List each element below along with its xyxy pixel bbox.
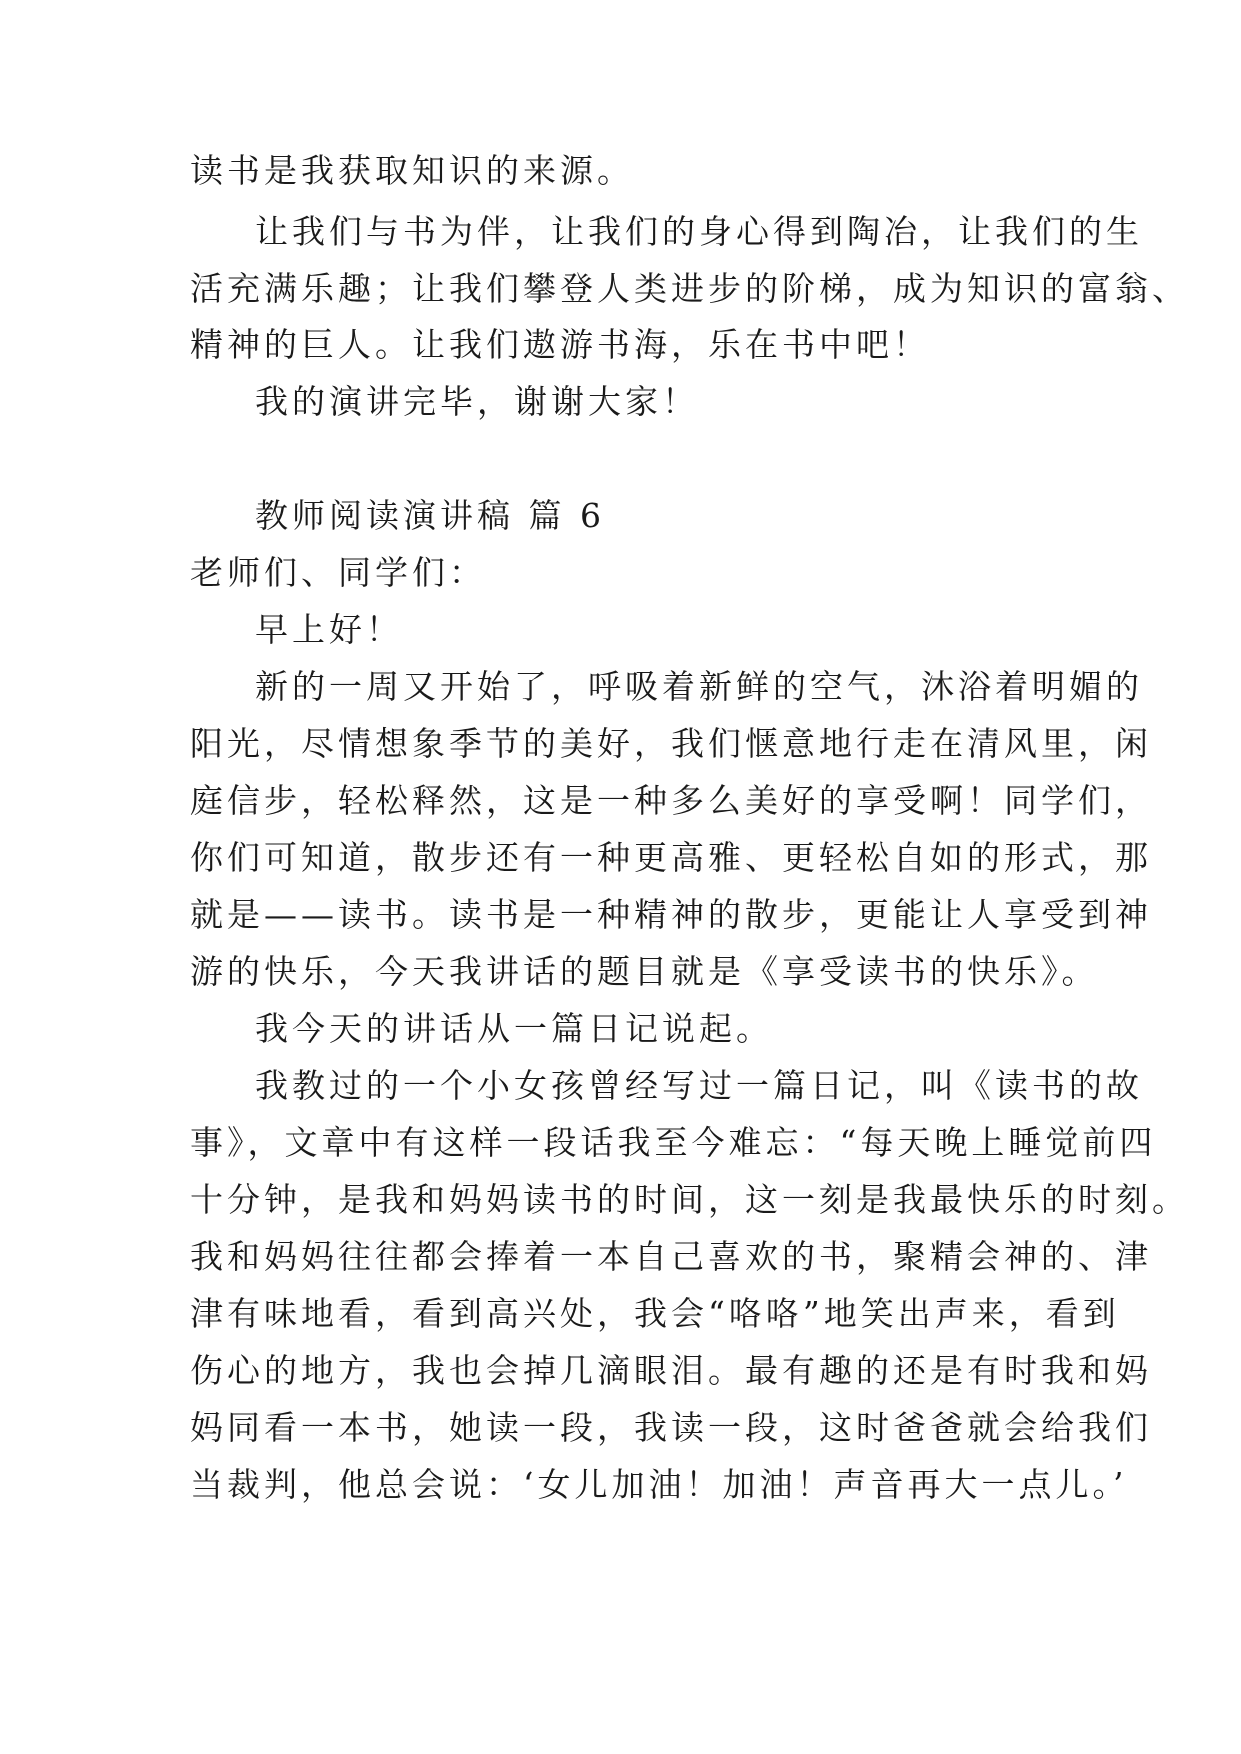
- text-line: 精神的巨人。让我们遨游书海，乐在书中吧！: [190, 325, 930, 364]
- text-line: 妈同看一本书，她读一段，我读一段，这时爸爸就会给我们: [190, 1408, 1152, 1447]
- salutation: 老师们、同学们：: [190, 553, 486, 592]
- text-line: 阳光，尽情想象季节的美好，我们惬意地行走在清风里，闲: [190, 724, 1152, 763]
- paragraph-start-line: 让我们与书为伴，让我们的身心得到陶冶，让我们的生: [255, 212, 1143, 251]
- text-line: 伤心的地方，我也会掉几滴眼泪。最有趣的还是有时我和妈: [190, 1351, 1152, 1390]
- paragraph-start-line: 我教过的一个小女孩曾经写过一篇日记，叫《读书的故: [255, 1066, 1143, 1105]
- text-line: 你们可知道，散步还有一种更高雅、更轻松自如的形式，那: [190, 838, 1152, 877]
- greeting: 早上好！: [255, 610, 403, 649]
- text-line: 我和妈妈往往都会捧着一本自己喜欢的书，聚精会神的、津: [190, 1237, 1152, 1276]
- text-line: 活充满乐趣；让我们攀登人类进步的阶梯，成为知识的富翁、: [190, 269, 1189, 308]
- paragraph-start-line: 我今天的讲话从一篇日记说起。: [255, 1009, 773, 1048]
- text-line: 当裁判，他总会说：‘女儿加油！加油！声音再大一点儿。’: [190, 1465, 1128, 1504]
- section-heading: 教师阅读演讲稿 篇 6: [255, 496, 605, 535]
- text-line: 庭信步，轻松释然，这是一种多么美好的享受啊！同学们，: [190, 781, 1152, 820]
- text-line: 读书是我获取知识的来源。: [190, 151, 634, 190]
- text-line: 游的快乐，今天我讲话的题目就是《享受读书的快乐》。: [190, 952, 1099, 991]
- text-line: 十分钟，是我和妈妈读书的时间，这一刻是我最快乐的时刻。: [190, 1180, 1189, 1219]
- paragraph-start-line: 新的一周又开始了，呼吸着新鲜的空气，沐浴着明媚的: [255, 667, 1143, 706]
- paragraph-start-line: 我的演讲完毕，谢谢大家！: [255, 382, 699, 421]
- text-line: 事》，文章中有这样一段话我至今难忘：“每天晚上睡觉前四: [190, 1123, 1157, 1162]
- text-line: 就是——读书。读书是一种精神的散步，更能让人享受到神: [190, 895, 1152, 934]
- text-line: 津有味地看，看到高兴处，我会“咯咯”地笑出声来，看到: [190, 1294, 1120, 1333]
